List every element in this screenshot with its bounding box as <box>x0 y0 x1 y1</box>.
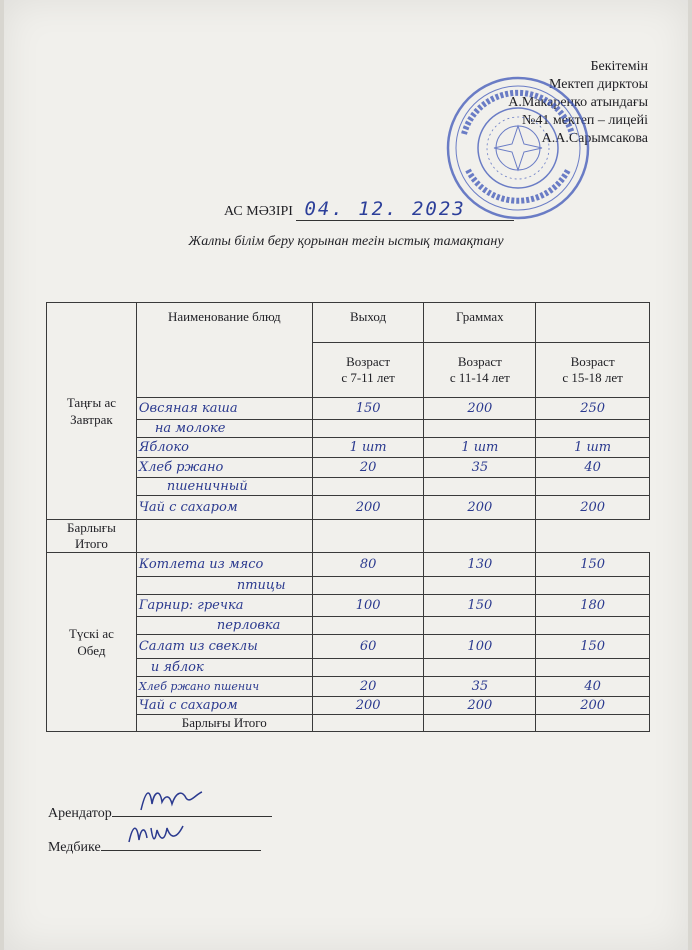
amount-cell: 100 <box>424 635 536 659</box>
header-empty <box>536 303 650 343</box>
amount-cell: 40 <box>536 458 650 478</box>
dish-cell: Гарнир: гречка <box>136 595 312 617</box>
header-age-7-11: Возраст с 7-11 лет <box>312 343 424 398</box>
amount-cell: 150 <box>536 553 650 577</box>
header-grams: Граммах <box>424 303 536 343</box>
amount-cell: 200 <box>424 496 536 520</box>
total-cell <box>136 520 312 553</box>
amount-cell: 150 <box>536 635 650 659</box>
amount-cell: 1 шт <box>536 438 650 458</box>
dish-cell: Хлеб ржано пшенич <box>136 677 312 697</box>
total-cell <box>424 715 536 732</box>
amount-cell: 1 шт <box>424 438 536 458</box>
nurse-signature-icon <box>125 818 195 848</box>
menu-date: 04. 12. 2023 <box>296 198 514 221</box>
amount-cell: 40 <box>536 677 650 697</box>
amount-cell: 20 <box>312 458 424 478</box>
amount-cell <box>424 577 536 595</box>
dish-cell: пшеничный <box>136 478 312 496</box>
dish-cell: птицы <box>136 577 312 595</box>
approval-line: Бекітемін <box>590 59 648 74</box>
table-row <box>47 553 650 577</box>
amount-cell <box>424 478 536 496</box>
total-cell <box>312 520 424 553</box>
lunch-label: Түскі ас Обед <box>47 553 137 732</box>
approval-line: А.А.Сарымсакова <box>541 131 648 146</box>
table-row <box>47 697 650 715</box>
amount-cell: 200 <box>424 398 536 420</box>
amount-cell: 200 <box>536 697 650 715</box>
amount-cell <box>312 617 424 635</box>
lunch-total-label: Барлығы Итого <box>136 715 312 732</box>
table-row <box>47 659 650 677</box>
amount-cell: 80 <box>312 553 424 577</box>
amount-cell: 35 <box>424 677 536 697</box>
dish-cell: Яблоко <box>136 438 312 458</box>
header-age-11-14: Возраст с 11-14 лет <box>424 343 536 398</box>
amount-cell: 200 <box>536 496 650 520</box>
dish-cell: Котлета из мясо <box>136 553 312 577</box>
table-header-row <box>47 303 650 343</box>
table-row <box>47 595 650 617</box>
breakfast-label: Таңғы ас Завтрак <box>47 303 137 520</box>
approval-line: А.Макаренко атындағы <box>508 95 648 110</box>
amount-cell <box>424 420 536 438</box>
header-age-15-18: Возраст с 15-18 лет <box>536 343 650 398</box>
total-cell <box>536 715 650 732</box>
dish-cell: Чай с сахаром <box>136 496 312 520</box>
menu-title-label: АС МӘЗІРІ <box>224 204 293 219</box>
amount-cell <box>312 659 424 677</box>
nurse-signature-line <box>101 836 261 851</box>
table-row <box>47 496 650 520</box>
amount-cell <box>312 577 424 595</box>
breakfast-total-row <box>47 520 650 553</box>
amount-cell: 100 <box>312 595 424 617</box>
amount-cell: 250 <box>536 398 650 420</box>
header-output: Выход <box>312 303 424 343</box>
table-row <box>47 458 650 478</box>
table-row <box>47 617 650 635</box>
amount-cell <box>424 617 536 635</box>
amount-cell: 1 шт <box>312 438 424 458</box>
total-cell <box>424 520 536 553</box>
amount-cell <box>424 659 536 677</box>
amount-cell: 20 <box>312 677 424 697</box>
dish-cell: Овсяная каша <box>136 398 312 420</box>
amount-cell <box>536 478 650 496</box>
menu-table <box>46 302 650 732</box>
breakfast-total-label: Барлығы Итого <box>47 520 137 553</box>
menu-title <box>224 198 514 221</box>
table-row <box>47 635 650 659</box>
nurse-label: Медбике <box>48 840 101 855</box>
document-page <box>4 0 688 950</box>
table-row <box>47 478 650 496</box>
dish-cell: Хлеб ржано <box>136 458 312 478</box>
amount-cell: 35 <box>424 458 536 478</box>
tenant-signature-icon <box>136 784 206 814</box>
lunch-total-row <box>47 715 650 732</box>
dish-cell: Чай с сахаром <box>136 697 312 715</box>
amount-cell: 200 <box>312 697 424 715</box>
nurse-signature-row <box>48 836 261 856</box>
total-cell <box>312 715 424 732</box>
amount-cell <box>536 577 650 595</box>
amount-cell <box>536 659 650 677</box>
header-dish: Наименование блюд <box>136 303 312 398</box>
table-row <box>47 677 650 697</box>
amount-cell <box>312 420 424 438</box>
tenant-signature-line <box>112 802 272 817</box>
table-row <box>47 438 650 458</box>
tenant-label: Арендатор <box>48 806 112 821</box>
amount-cell: 130 <box>424 553 536 577</box>
table-row <box>47 577 650 595</box>
amount-cell: 200 <box>424 697 536 715</box>
amount-cell: 180 <box>536 595 650 617</box>
amount-cell: 200 <box>312 496 424 520</box>
dish-cell: и яблок <box>136 659 312 677</box>
dish-cell: Салат из свеклы <box>136 635 312 659</box>
approval-line: №41 мектеп – лицейі <box>522 113 648 128</box>
table-row <box>47 398 650 420</box>
amount-cell: 150 <box>312 398 424 420</box>
dish-cell: на молоке <box>136 420 312 438</box>
dish-cell: перловка <box>136 617 312 635</box>
approval-line: Мектеп дирктоы <box>549 77 648 92</box>
menu-subtitle: Жалпы білім беру қорынан тегін ыстық тамақтану <box>188 234 504 249</box>
amount-cell <box>536 617 650 635</box>
amount-cell <box>536 420 650 438</box>
amount-cell: 150 <box>424 595 536 617</box>
amount-cell <box>312 478 424 496</box>
amount-cell: 60 <box>312 635 424 659</box>
table-row <box>47 420 650 438</box>
